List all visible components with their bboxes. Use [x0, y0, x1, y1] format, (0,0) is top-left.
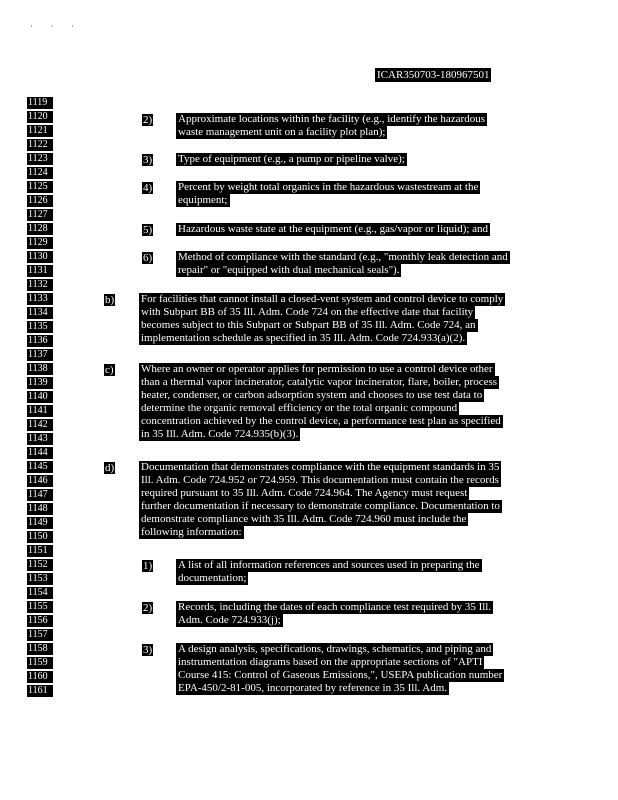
line-number: 1147 [27, 489, 53, 501]
sub-item-label: 2) [143, 602, 153, 614]
line-number: 1136 [27, 335, 53, 347]
text-line: Records, including the dates of each compliance test required by 35 Ill. [178, 601, 492, 613]
line-number: 1138 [27, 363, 53, 375]
text-line: becomes subject to this Subpart or Subpart BB of 35 Ill. Adm. Code 724, an [141, 319, 476, 331]
text-line: determine the organic removal efficiency or the total organic compound [141, 402, 458, 414]
line-number: 1150 [27, 531, 53, 543]
line-number: 1124 [27, 167, 53, 179]
item-text [139, 461, 502, 539]
scan-dots: · · · [30, 22, 82, 31]
sub-item-label: 1) [143, 560, 153, 572]
line-number: 1127 [27, 209, 53, 221]
text-line: EPA-450/2-81-005, incorporated by reference in 35 Ill. Adm. [178, 682, 448, 694]
item-text [139, 293, 505, 345]
text-line: implementation schedule as specified in 35 Ill. Adm. Code 724.933(a)(2). [141, 332, 466, 344]
text-line: than a thermal vapor incinerator, catalytic vapor incinerator, flare, boiler, process [141, 376, 498, 388]
line-number: 1160 [27, 671, 53, 683]
line-number: 1159 [27, 657, 53, 669]
text-line: Hazardous waste state at the equipment (e.g., gas/vapor or liquid); and [178, 223, 489, 235]
sub-item-label: 3) [143, 154, 153, 166]
text-line: heater, condenser, or carbon adsorption system and chooses to use test data to [141, 389, 483, 401]
line-number: 1156 [27, 615, 53, 627]
line-number: 1152 [27, 559, 53, 571]
text-line: Adm. Code 724.933(j); [178, 614, 281, 626]
line-number: 1128 [27, 223, 53, 235]
sub-item-text [176, 559, 482, 585]
text-line: required pursuant to 35 Ill. Adm. Code 724.964. The Agency must request [141, 487, 468, 499]
text-line: demonstrate compliance with 35 Ill. Adm. Code 724.960 must include the [141, 513, 467, 525]
line-number: 1131 [27, 265, 53, 277]
line-number: 1129 [27, 237, 53, 249]
text-line: equipment; [178, 194, 228, 206]
item-label: c) [105, 364, 114, 376]
sub-item-label: 2) [143, 114, 153, 126]
sub-item-text [176, 181, 480, 207]
text-line: A list of all information references and sources used in preparing the [178, 559, 480, 571]
sub-item-text [176, 643, 504, 695]
sub-item-label: 6) [143, 252, 153, 264]
text-line: in 35 Ill. Adm. Code 724.935(b)(3). [141, 428, 299, 440]
document-id: ICAR350703-180967501 [377, 69, 490, 81]
line-number: 1145 [27, 461, 53, 473]
line-number: 1158 [27, 643, 53, 655]
line-number: 1142 [27, 419, 53, 431]
sub-item-text [176, 601, 493, 627]
line-number: 1140 [27, 391, 53, 403]
line-number: 1151 [27, 545, 53, 557]
sub-item-label: 3) [143, 644, 153, 656]
text-line: instrumentation diagrams based on the appropriate sections of "APTI [178, 656, 483, 668]
line-number: 1132 [27, 279, 53, 291]
text-line: repair" or "equipped with dual mechanical seals"). [178, 264, 400, 276]
sub-item-text [176, 251, 510, 277]
item-label: b) [105, 294, 115, 306]
item-label: d) [105, 462, 115, 474]
text-line: with Subpart BB of 35 Ill. Adm. Code 724 on the effective date that facility [141, 306, 474, 318]
text-line: Documentation that demonstrates compliance with the equipment standards in 35 [141, 461, 500, 473]
text-line: Approximate locations within the facility (e.g., identify the hazardous [178, 113, 485, 125]
text-line: concentration achieved by the control device, a performance test plan as specified [141, 415, 501, 427]
text-line: further documentation if necessary to demonstrate compliance. Documentation to [141, 500, 500, 512]
line-number: 1139 [27, 377, 53, 389]
line-number: 1130 [27, 251, 53, 263]
line-number: 1157 [27, 629, 53, 641]
text-line: following information: [141, 526, 242, 538]
sub-item-text [176, 153, 407, 166]
line-number: 1126 [27, 195, 53, 207]
text-line: Percent by weight total organics in the hazardous wastestream at the [178, 181, 479, 193]
line-number: 1154 [27, 587, 53, 599]
line-number: 1133 [27, 293, 53, 305]
text-line: waste management unit on a facility plot plan); [178, 126, 386, 138]
text-line: documentation; [178, 572, 247, 584]
text-line: Course 415: Control of Gaseous Emissions,", USEPA publication number [178, 669, 503, 681]
line-number: 1125 [27, 181, 53, 193]
line-number: 1123 [27, 153, 53, 165]
line-number: 1143 [27, 433, 53, 445]
line-number: 1144 [27, 447, 53, 459]
text-line: A design analysis, specifications, drawings, schematics, and piping and [178, 643, 492, 655]
line-number: 1119 [27, 97, 53, 109]
line-number: 1137 [27, 349, 53, 361]
item-text [139, 363, 503, 441]
text-line: Type of equipment (e.g., a pump or pipeline valve); [178, 153, 405, 165]
text-line: Method of compliance with the standard (e.g., "monthly leak detection and [178, 251, 508, 263]
line-number: 1135 [27, 321, 53, 333]
sub-item-text [176, 223, 490, 236]
line-number: 1161 [27, 685, 53, 697]
sub-item-text [176, 113, 487, 139]
text-line: Ill. Adm. Code 724.952 or 724.959. This documentation must contain the records [141, 474, 499, 486]
text-line: For facilities that cannot install a closed-vent system and control device to comply [141, 293, 504, 305]
line-number: 1134 [27, 307, 53, 319]
line-number: 1155 [27, 601, 53, 613]
line-number: 1153 [27, 573, 53, 585]
line-number: 1122 [27, 139, 53, 151]
line-number: 1121 [27, 125, 53, 137]
sub-item-label: 4) [143, 182, 153, 194]
line-number: 1141 [27, 405, 53, 417]
line-number: 1148 [27, 503, 53, 515]
line-number: 1149 [27, 517, 53, 529]
line-number: 1146 [27, 475, 53, 487]
text-line: Where an owner or operator applies for permission to use a control device other [141, 363, 493, 375]
line-number: 1120 [27, 111, 53, 123]
sub-item-label: 5) [143, 224, 153, 236]
